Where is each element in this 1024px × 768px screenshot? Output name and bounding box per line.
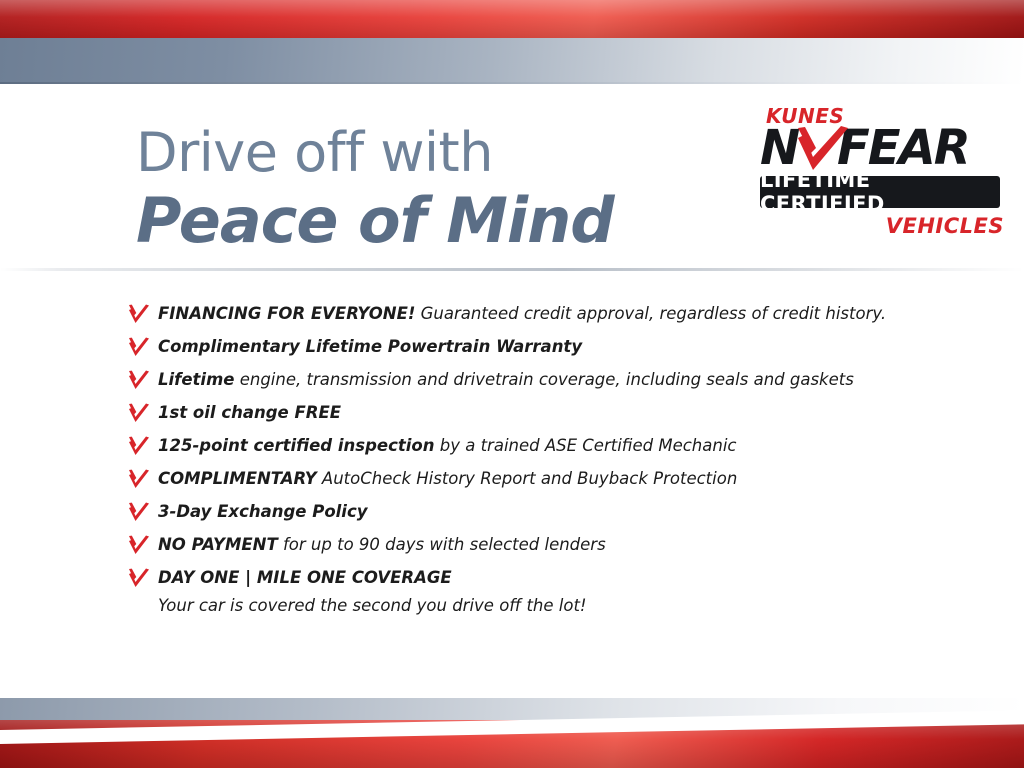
top-red-band-gloss <box>0 0 1024 38</box>
logo-lifetime-bar <box>760 168 1000 216</box>
logo-nofear-text <box>760 120 969 176</box>
list-item-bold: COMPLIMENTARY <box>158 469 317 488</box>
list-item <box>128 402 928 425</box>
bottom-gray-band <box>0 698 1024 720</box>
bottom-red-band-gloss <box>0 720 1024 768</box>
list-item-rest: engine, transmission and drivetrain coverage, including seals and gaskets <box>234 370 854 389</box>
check-icon <box>128 568 150 590</box>
kunes-no-fear-logo <box>754 104 1006 252</box>
list-item-bold: Complimentary Lifetime Powertrain Warranty <box>158 337 583 356</box>
headline-line-1: Drive off with <box>136 121 493 184</box>
check-icon <box>128 304 150 326</box>
check-icon <box>128 502 150 524</box>
check-icon <box>128 436 150 458</box>
divider <box>0 268 1024 271</box>
list-item <box>128 567 928 590</box>
list-item <box>128 501 928 524</box>
list-item-text <box>158 369 854 390</box>
list-item <box>128 468 928 491</box>
list-item-bold: Lifetime <box>158 370 235 389</box>
list-item-bold: FINANCING FOR EVERYONE! <box>158 304 416 323</box>
check-icon <box>128 370 150 392</box>
logo-vehicles-text: VEHICLES <box>885 214 1004 238</box>
list-item-text <box>158 501 368 522</box>
list-item-text <box>158 534 606 555</box>
list-item-rest: by a trained ASE Certified Mechanic <box>434 436 737 455</box>
benefits-list <box>128 303 928 625</box>
list-item-bold: 125-point certified inspection <box>158 436 435 455</box>
list-item-text <box>158 468 737 489</box>
list-item <box>128 303 928 326</box>
check-icon <box>128 337 150 359</box>
list-item <box>128 369 928 392</box>
list-item-text <box>158 567 452 588</box>
list-item-subtext: Your car is covered the second you drive off the lot! <box>158 596 587 615</box>
page-title <box>136 121 614 257</box>
list-item-text <box>158 303 886 324</box>
list-item-text <box>158 402 341 423</box>
top-gray-band-edge <box>0 82 1024 84</box>
top-gray-band <box>0 38 1024 84</box>
list-item-rest: Guaranteed credit approval, regardless of credit history. <box>415 304 887 323</box>
list-item-rest: for up to 90 days with selected lenders <box>277 535 606 554</box>
logo-n-letter: N <box>760 120 799 176</box>
list-item-bold: DAY ONE | MILE ONE COVERAGE <box>158 568 452 587</box>
check-icon <box>128 535 150 557</box>
list-item <box>128 534 928 557</box>
logo-brand-text: KUNES <box>766 104 845 128</box>
check-icon <box>128 403 150 425</box>
list-item <box>128 336 928 359</box>
list-item-rest: AutoCheck History Report and Buyback Protection <box>316 469 738 488</box>
list-item-text <box>158 435 736 456</box>
logo-lifetime-text: LIFETIME CERTIFIED <box>760 168 885 216</box>
list-item-bold: 3-Day Exchange Policy <box>158 502 368 521</box>
headline-line-2: Peace of Mind <box>136 184 614 257</box>
list-item-text <box>158 336 582 357</box>
check-icon <box>128 469 150 491</box>
list-item-bold: 1st oil change FREE <box>158 403 341 422</box>
list-item-bold: NO PAYMENT <box>158 535 278 554</box>
list-item <box>128 435 928 458</box>
logo-fear-letters: FEAR <box>836 120 969 176</box>
